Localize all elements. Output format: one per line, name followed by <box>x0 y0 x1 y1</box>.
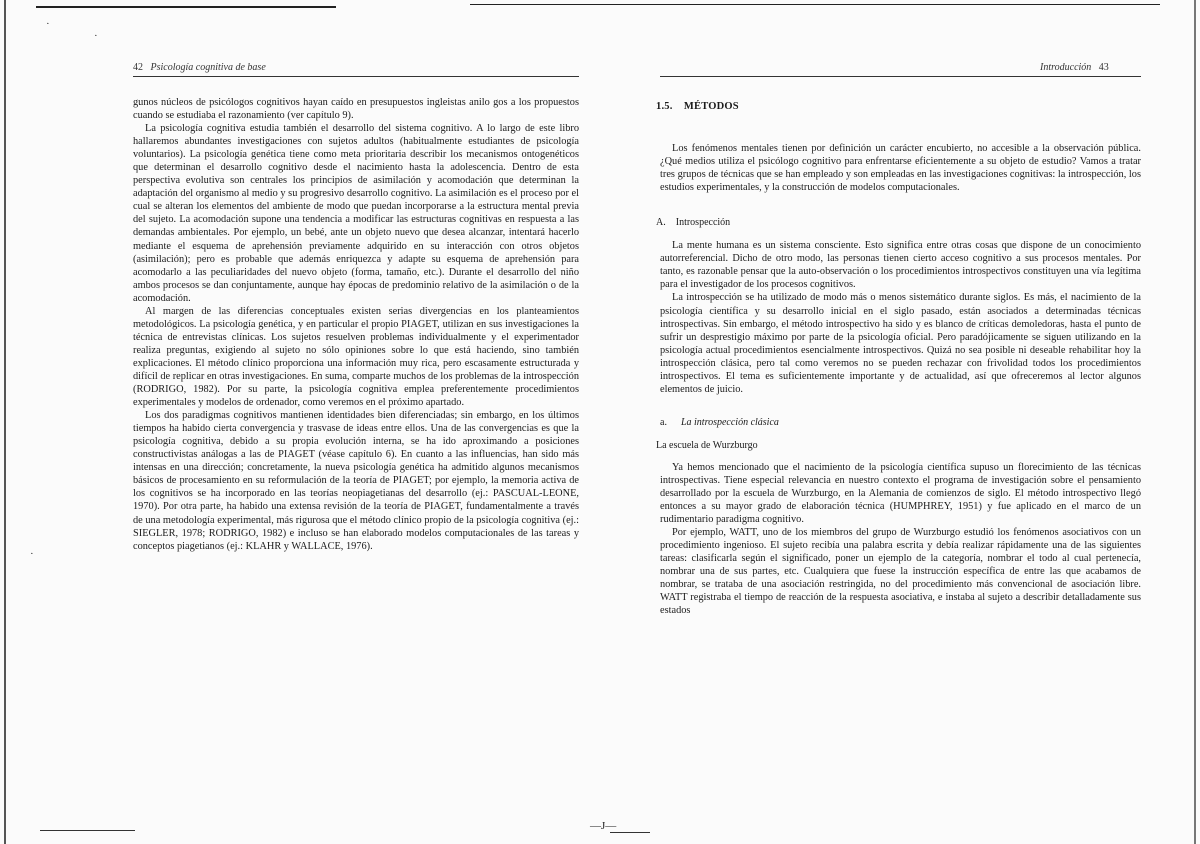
left-folio: 42 <box>133 62 143 73</box>
right-paragraph: La introspección se ha utilizado de modo más o menos sistemático durante siglos. Es más, el nacimiento de la psicología científica y su desarrollo inicial en el siglo pasado, están asociados a determinadas técnicas introspectivas. Sin embargo, el método introspectivo ha sido y es blanco de críticas demoledoras, hasta el punto de sufrir un desprestigio máximo por parte de la psicología oficial. Pero paradójicamente se siguen utilizando en la psicología actual procedimientos esencialmente introspectivos. Quizá no sea posible ni deseable rehabilitar hoy la introspección clásica, pero tal como veremos no se pueden rechazar con frivolidad todos los procedimientos introspectivos. El tema es suficientemente importante y de actualidad, así que ofreceremos al lector algunos elementos de juicio. <box>660 292 1141 395</box>
section-heading <box>656 100 1141 113</box>
right-foot-rule <box>610 832 650 833</box>
left-running-head <box>133 62 266 73</box>
left-running-title: Psicología cognitiva de base <box>150 62 266 73</box>
subsection-title: Introspección <box>675 217 731 229</box>
section-number: 1.5. <box>656 101 673 112</box>
subsubsection-number: a. <box>660 416 667 428</box>
right-paragraph: Por ejemplo, WATT, uno de los miembros del grupo de Wurzburgo estudió los fenómenos asociativos con un procedimiento ingenioso. El sujeto recibía una palabra escrita y debía realizar rápidamente una de las siguientes tareas: clasificarla según el significado, poner un ejemplo de la categoría, nombrar el todo al cual pertenecía, nombrar una de sus partes, etc. Cualquiera que fuese la instrucción específica de entre las que acabamos de nombrar, se trataba de una asociación restringida, no del procedimiento más convencional de asociación libre. WATT registraba el tiempo de reacción de la respuesta asociativa, e instaba al sujeto a describir detalladamente sus estados <box>660 527 1141 617</box>
scan-speck-3: · <box>30 548 34 560</box>
left-paragraph: Los dos paradigmas cognitivos mantienen identidades bien diferenciadas; sin embargo, en los últimos tiempos ha habido cierta convergencia y trasvase de ideas entre ellos. Una de las convergencias es que la psicología cognitiva, debido a su propia evolución interna, se ha ido aproximando a posiciones constructivistas análogas a las de PIAGET (véase capítulo 6). En cuanto a las influencias, han sido más intensas en una dirección; concretamente, la nueva psicología genética ha admitido algunos mecanismos básicos de procesamiento en su reformulación de la teoría de PIAGET; por ejemplo, la memoria activa de los cognitivos se ha incorporado en las teorías neopiagetianas del desarrollo (ej.: PASCUAL-LEONE, 1970). Por otra parte, ha habido una extensa revisión de la teoría de PIAGET, fundamentalmente a través de una metodología experimental, más rigurosa que el método clínico propio de la psicología cognitiva (ej.: SIEGLER, 1978; RODRIGO, 1982) e incluso se han elaborado modelos computacionales de las tareas y conceptos piagetianos (ej.: KLAHR y WALLACE, 1976). <box>133 410 579 552</box>
minor-heading: La escuela de Wurzburgo <box>656 439 758 451</box>
subsubsection-heading <box>660 416 1141 429</box>
right-page <box>590 0 1200 844</box>
left-paragraph: Al margen de las diferencias conceptuales existen serias divergencias en los planteamientos metodológicos. La psicología genética, y en particular el propio PIAGET, utilizan en sus investigaciones la técnica de entrevistas clínicas. Los sujetos resuelven problemas individualmente y el experimentador realiza preguntas, exigiendo al sujeto no sólo opiniones sobre lo que está haciendo, sino también explicaciones. El método clínico proporciona una información muy rica, pero escasamente estructurada y difícil de replicar en otras investigaciones. En suma, comparte muchos de los problemas de la introspección (RODRIGO, 1982). Por su parte, la psicología cognitiva emplea preferentemente procedimientos experimentales y modelos de ordenador, como veremos en el próximo apartado. <box>133 305 579 409</box>
subsubsection-title: La introspección clásica <box>680 416 779 428</box>
left-paragraph: La psicología cognitiva estudia también el desarrollo del sistema cognitivo. A lo largo de este libro hallaremos abundantes investigaciones con sujetos adultos (habitualmente estudiantes de psicología voluntarios). La psicología genética tiene como meta prioritaria describir los mecanismos ontogenéticos que determinan el desarrollo cognitivo desde el nacimiento hasta la adolescencia. Dentro de esta perspectiva evolutiva son centrales los principios de asimilación y acomodación que determinan la adaptación del organismo al medio y su progresivo desarrollo cognitivo. La asimilación es el proceso por el cual se alteran los elementos del ambiente de modo que puedan incorporarse a la estructura mental previa del sujeto. La acomodación supone una tendencia a modificar las estructuras cognitivas en respuesta a las demandas ambientales. Por ejemplo, un bebé, ante un objeto nuevo que desea alcanzar, intentará hacerlo mediante el esquema de aprehensión previamente adquirido en su interacción con otros objetos (asimilación); pero es probable que además enriquezca y adapte su esquema de aprehensión para acomodarlo a las peculiaridades del nuevo objeto (forma, tamaño, etc.). Durante el desarrollo del niño ambos procesos se dan conjuntamente, aunque hay épocas de predominio relativo de la asimilación o de la acomodación. <box>133 123 579 304</box>
left-text-column <box>133 96 579 553</box>
scan-speck-2: · <box>94 30 98 42</box>
left-head-rule <box>133 76 579 77</box>
section-intro: Los fenómenos mentales tienen por definición un carácter encubierto, no accesible a la observación pública. ¿Qué medios utiliza el psicólogo cognitivo para enfrentarse eficientemente a su objeto de estudio? Vamos a tratar tres grupos de técnicas que se han empleado y son empleadas en las investigaciones cognitivas: la introspección, los estudios experimentales, y la construcción de modelos computacionales. <box>660 143 1141 194</box>
left-paragraph: gunos núcleos de psicólogos cognitivos hayan caído en presupuestos ingleistas anilo gos a los propuestos cuando se estudiaba el razonamiento (ver capítulo 9). <box>133 97 579 122</box>
right-paragraph: La mente humana es un sistema consciente. Esto significa entre otras cosas que dispone de un conocimiento autorreferencial. Dicho de otro modo, las personas tienen cierto acceso cognitivo a sus procesos mentales. Por tanto, es razonable pensar que la auto-observación o los procedimientos introspectivos constituyen una vía legítima para el investigador de los procesos cognitivos. <box>660 240 1141 291</box>
subsection-number: A. <box>656 217 666 229</box>
subsection-heading <box>656 216 1141 229</box>
bottom-center-mark: —J— <box>590 820 617 832</box>
right-head-rule <box>660 76 1141 77</box>
right-running-head <box>1040 62 1109 73</box>
scan-speck-1: · <box>46 18 50 30</box>
left-foot-rule <box>40 830 135 831</box>
section-title: MÉTODOS <box>683 101 739 112</box>
right-text-column <box>656 100 1141 618</box>
right-folio: 43 <box>1098 62 1109 73</box>
right-paragraph: Ya hemos mencionado que el nacimiento de la psicología científica supuso un florecimiento de las técnicas introspectivas. Tiene especial relevancia en nuestro contexto el programa de investigación sobre el pensamiento desarrollado por la escuela de Wurzburgo, en la Alemania de comienzos de siglo. El método introspectivo llegó entonces a su mayor grado de elaboración técnica (HUMPHREY, 1951) y fue aplicado en el marco de un rudimentario paradigma cognitivo. <box>660 461 1141 526</box>
right-running-title: Introducción <box>1040 62 1092 73</box>
